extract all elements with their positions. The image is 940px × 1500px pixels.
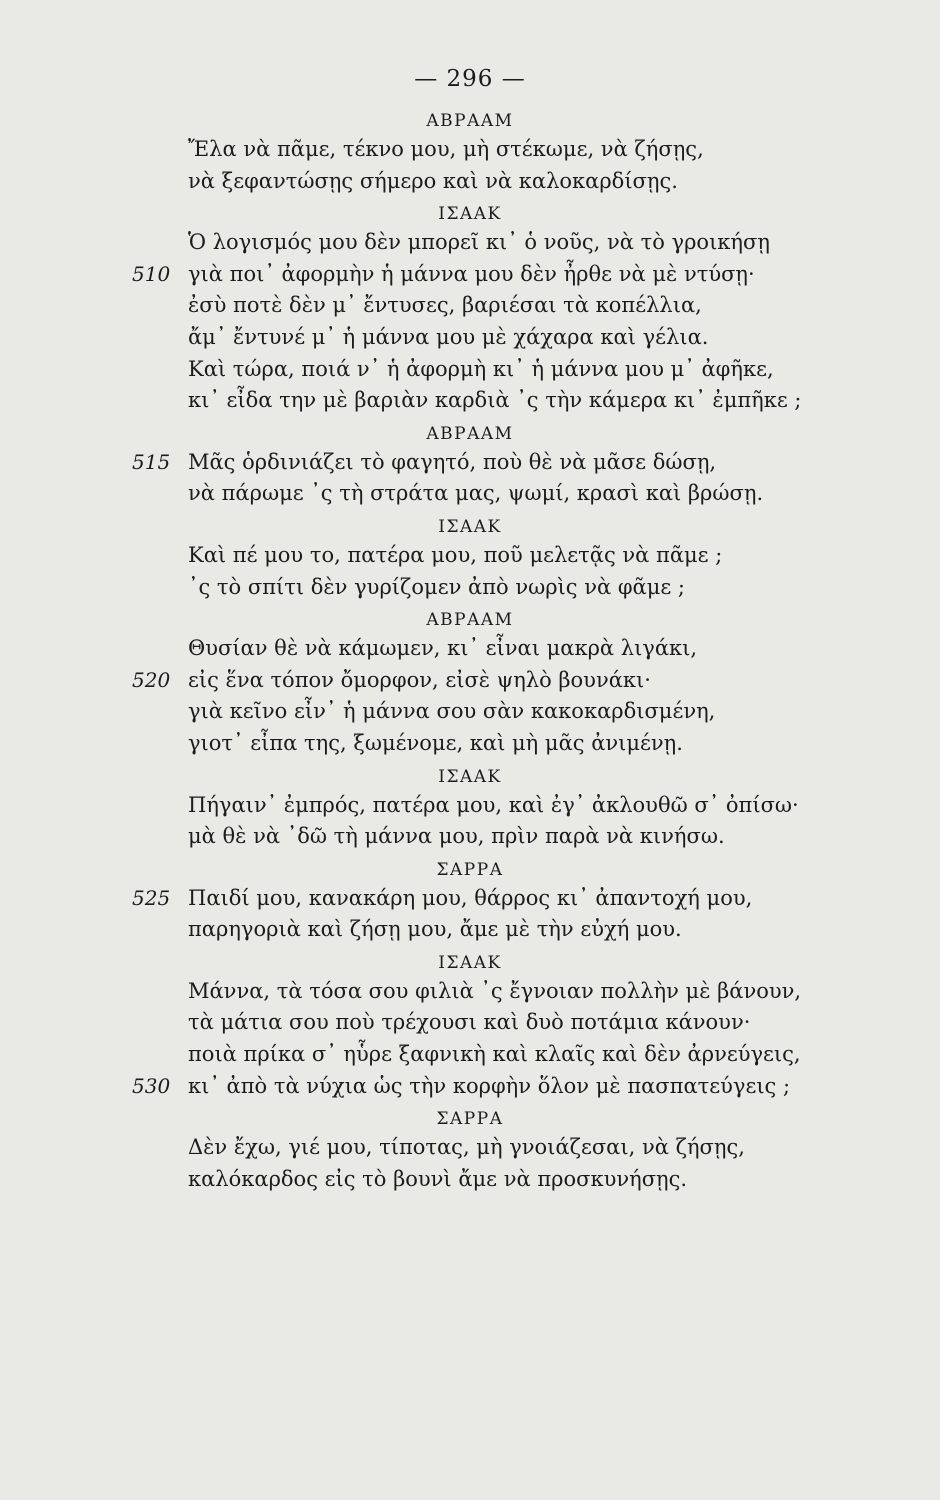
verse-line — [0, 134, 940, 166]
speaker-name: ΙΣΑΑΚ — [438, 766, 502, 787]
verse-text: γιοτ᾽ εἶπα της, ξωμένομε, καὶ μὴ μᾶς ἀνιμένῃ. — [188, 730, 683, 755]
speaker-name: ΑΒΡΑΑΜ — [426, 111, 514, 131]
speaker-row — [0, 417, 940, 447]
verse-text: γιὰ κεῖνο εἶν᾽ ἡ μάννα σου σὰν κακοκαρδισμένη, — [188, 699, 716, 724]
line-number: 515 — [132, 449, 171, 474]
verse-text: Ἔλα νὰ πᾶμε, τέκνο μου, μὴ στέκωμε, νὰ ζήσῃς, — [188, 137, 704, 161]
verse-line — [0, 1007, 940, 1039]
verse-text: ἄμ᾽ ἔντυνέ μ᾽ ἡ μάννα μου μὲ χάχαρα καὶ γέλια. — [188, 324, 709, 349]
verse-text: ἐσὺ ποτὲ δὲν μ᾽ ἔντυσες, βαριέσαι τὰ κοπέλλια, — [188, 293, 702, 318]
verse-text: νὰ ξεφαντώσῃς σήμερο καὶ νὰ καλοκαρδίσῃς. — [188, 168, 678, 193]
verse-line — [0, 572, 940, 604]
verse-line — [0, 696, 940, 728]
verse-text: Καὶ τώρα, ποιά ν᾽ ἡ ἀφορμὴ κι᾽ ἡ μάννα μου μ᾽ ἀφῆκε, — [188, 356, 774, 381]
speaker-row — [0, 197, 940, 227]
verse-line — [0, 665, 940, 697]
speaker-name: ΙΣΑΑΚ — [438, 952, 502, 973]
line-number: 530 — [132, 1073, 171, 1098]
verse-line — [0, 1132, 940, 1164]
line-number: 525 — [132, 885, 171, 910]
verse-line — [0, 290, 940, 322]
verse-line — [0, 447, 940, 479]
speaker-row — [0, 946, 940, 976]
speaker-row — [0, 104, 940, 134]
verse-line — [0, 821, 940, 853]
verse-line — [0, 385, 940, 417]
verse-line — [0, 1164, 940, 1196]
verse-line — [0, 976, 940, 1008]
verse-text: Μᾶς ὁρδινιάζει τὸ φαγητό, ποὺ θὲ νὰ μᾶσε δώσῃ, — [188, 449, 717, 474]
verse-text: ποιὰ πρίκα σ᾽ ηὗρε ξαφνικὴ καὶ κλαῖς καὶ δὲν ἀρνεύγεις, — [188, 1042, 801, 1067]
verse-text: ᾽ς τὸ σπίτι δὲν γυρίζομεν ἀπὸ νωρὶς νὰ φᾶμε ; — [188, 574, 686, 599]
verse-text: Μάννα, τὰ τόσα σου φιλιὰ ᾽ς ἔγνοιαν πολλὴν μὲ βάνουν, — [188, 978, 802, 1003]
verse-text: μὰ θὲ νὰ ᾽δῶ τὴ μάννα μου, πρὶν παρὰ νὰ κινήσω. — [188, 824, 725, 849]
verse-line — [0, 883, 940, 915]
verse-line — [0, 259, 940, 291]
verse-line — [0, 540, 940, 572]
verse-text: Πήγαιν᾽ ἐμπρός, πατέρα μου, καὶ ἐγ᾽ ἀκλουθῶ σ᾽ ὀπίσω· — [188, 792, 799, 817]
verse-text: Δὲν ἔχω, γιέ μου, τίποτας, μὴ γνοιάζεσαι, νὰ ζήσῃς, — [188, 1135, 745, 1160]
verse-text: κι᾽ εἶδα την μὲ βαριὰν καρδιὰ ᾽ς τὴν κάμερα κι᾽ ἐμπῆκε ; — [188, 388, 802, 413]
verse-line — [0, 790, 940, 822]
speaker-row — [0, 510, 940, 540]
page-number: — 296 — — [414, 66, 526, 92]
verse-text: γιὰ ποι᾽ ἀφορμὴν ἡ μάννα μου δὲν ἦρθε νὰ μὲ ντύσῃ· — [188, 261, 755, 286]
speaker-name: ΣΑΡΡΑ — [436, 859, 504, 880]
speaker-name: ΙΣΑΑΚ — [438, 516, 502, 537]
speaker-row — [0, 760, 940, 790]
speaker-name: ΙΣΑΑΚ — [438, 204, 502, 225]
verse-text: Θυσίαν θὲ νὰ κάμωμεν, κι᾽ εἶναι μακρὰ λιγάκι, — [188, 636, 698, 661]
verse-line — [0, 1039, 940, 1071]
verse-text: Ὁ λογισμός μου δὲν μπορεῖ κι᾽ ὁ νοῦς, νὰ τὸ γροικήσῃ — [188, 230, 770, 255]
verse-line — [0, 914, 940, 946]
speaker-row — [0, 1102, 940, 1132]
line-number: 520 — [132, 667, 171, 692]
verse-text: νὰ πάρωμε ᾽ς τὴ στράτα μας, ψωμί, κρασὶ καὶ βρώσῃ. — [188, 481, 764, 506]
verse-line — [0, 166, 940, 198]
speaker-name: ΑΒΡΑΑΜ — [426, 610, 514, 631]
verse-text: καλόκαρδος εἰς τὸ βουνὶ ἄμε νὰ προσκυνήσῃς. — [188, 1166, 688, 1191]
verse-line — [0, 633, 940, 665]
verse-line — [0, 728, 940, 760]
verse-line — [0, 227, 940, 259]
verse-text: εἰς ἕνα τόπον ὄμορφον, εἰσὲ ψηλὸ βουνάκι· — [188, 667, 651, 692]
verse-line — [0, 478, 940, 510]
verse-text: κι᾽ ἀπὸ τὰ νύχια ὡς τὴν κορφὴν ὅλον μὲ πασπατεύγεις ; — [188, 1073, 791, 1098]
speaker-name: ΑΒΡΑΑΜ — [426, 423, 514, 444]
line-number: 510 — [132, 261, 171, 286]
verse-text: Καὶ πέ μου το, πατέρα μου, ποῦ μελετᾷς νὰ πᾶμε ; — [188, 542, 723, 567]
speaker-name: ΣΑΡΡΑ — [436, 1109, 504, 1130]
verse-line — [0, 354, 940, 386]
speaker-row — [0, 853, 940, 883]
verse-line — [0, 1071, 940, 1103]
verse-text: Παιδί μου, κανακάρη μου, θάρρος κι᾽ ἀπαντοχή μου, — [188, 885, 753, 910]
verse-text: τὰ μάτια σου ποὺ τρέχουσι καὶ δυὸ ποτάμια κάνουν· — [188, 1010, 751, 1035]
play-text — [0, 104, 940, 1195]
verse-text: παρηγοριὰ καὶ ζήσῃ μου, ἄμε μὲ τὴν εὐχή μου. — [188, 917, 682, 942]
verse-line — [0, 322, 940, 354]
speaker-row — [0, 603, 940, 633]
